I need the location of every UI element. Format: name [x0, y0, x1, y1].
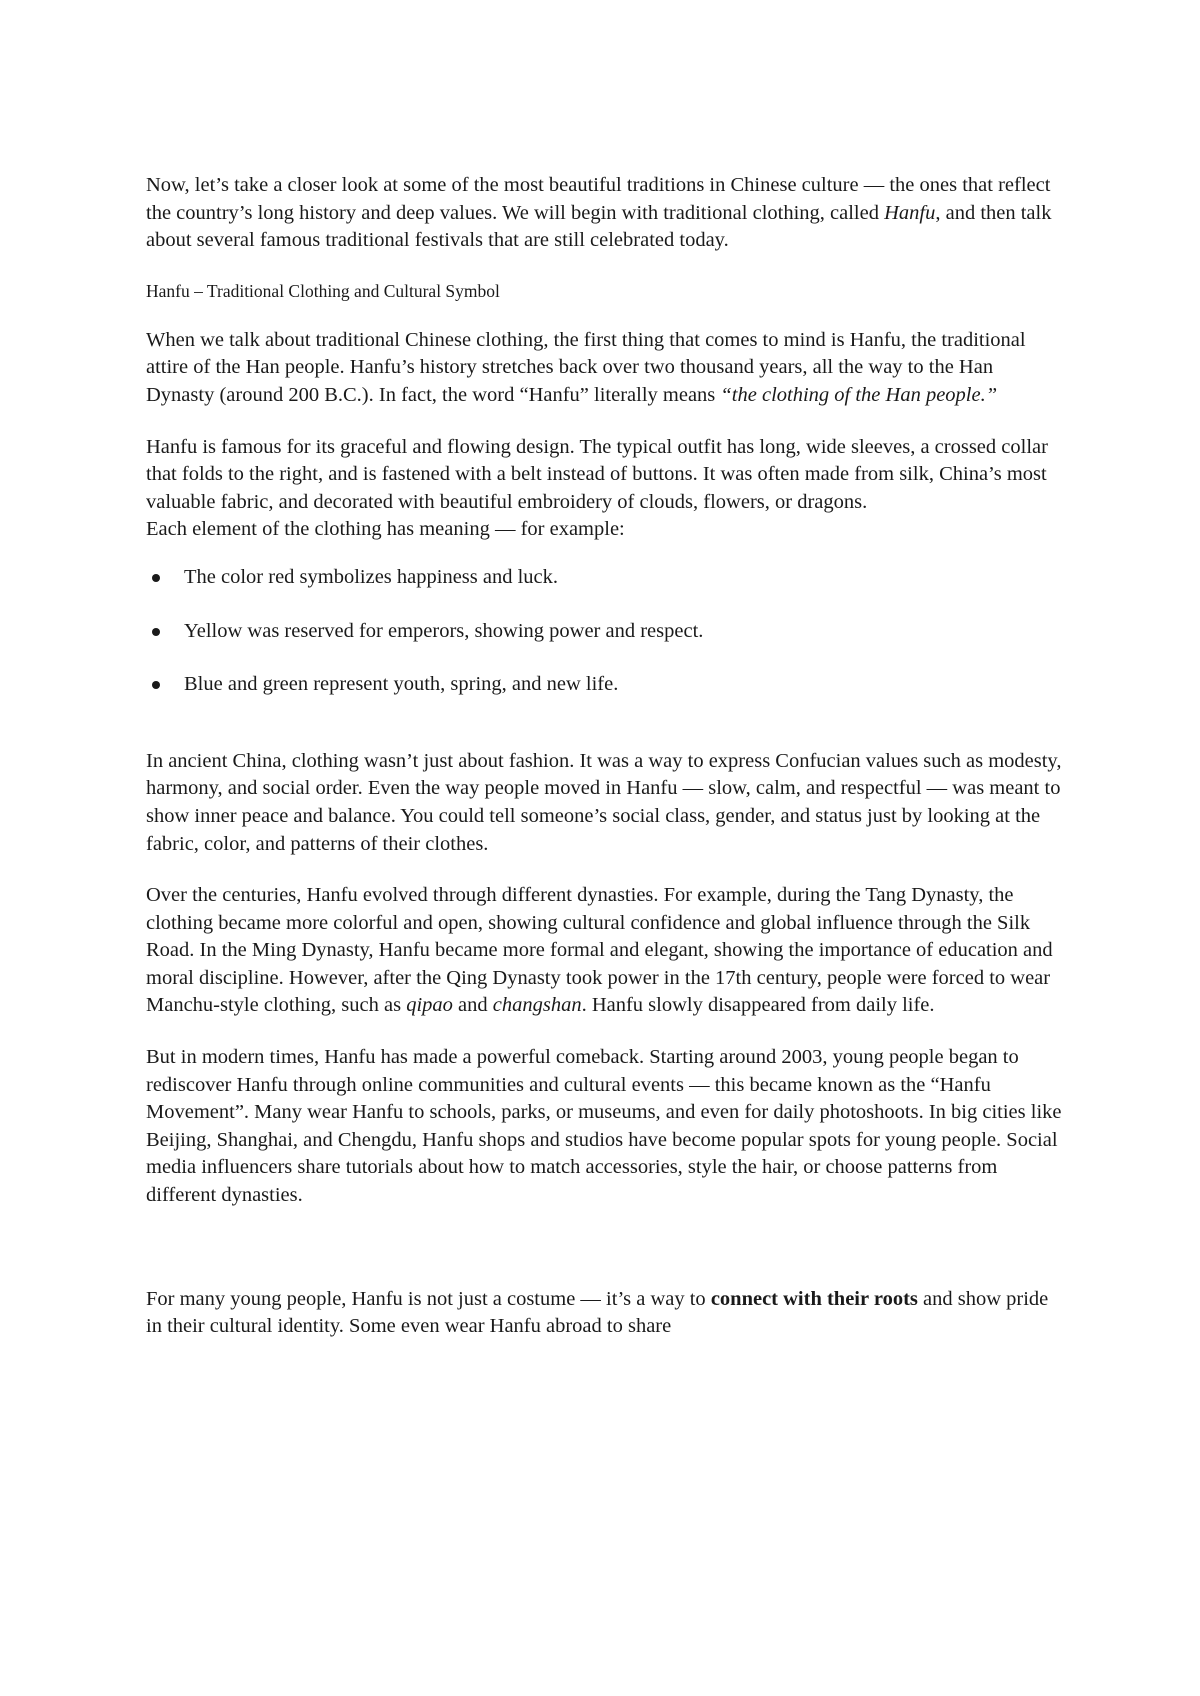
hanfu-meaning-quote: “the clothing of the Han people.” — [720, 383, 998, 406]
hanfu-origin-paragraph — [146, 327, 1066, 410]
term-qipao: qipao — [406, 994, 453, 1017]
centuries-text-end: . Hanfu slowly disappeared from daily life. — [581, 994, 935, 1017]
young-text-end: and show pride in their cultural identity. Some even wear Hanfu abroad to share — [146, 1287, 1049, 1338]
meaning-lead-paragraph: Each element of the clothing has meaning — for example: — [146, 518, 625, 541]
hanfu-design-paragraph: Hanfu is famous for its graceful and flowing design. The typical outfit has long, wide sleeves, a crossed collar that folds to the right, and is fastened with a belt instead of buttons. It was often made from silk, China’s most valuable fabric, and decorated with beautiful embroidery of clouds, flowers, or dragons. — [146, 435, 1048, 513]
term-changshan: changshan — [492, 994, 582, 1017]
section-heading: Hanfu – Traditional Clothing and Cultural Symbol — [146, 280, 500, 301]
bullet-icon — [152, 574, 160, 582]
bullet-icon — [152, 628, 160, 636]
ancient-china-paragraph: In ancient China, clothing wasn’t just about fashion. It was a way to express Confucian values such as modesty, harmony, and social order. Even the way people moved in Hanfu — slow, calm, and respectful — was meant to show inner peace and balance. You could tell someone’s social class, gender, and status just by looking at the fabric, color, and patterns of their clothes. — [146, 749, 1062, 855]
bullet-icon — [152, 681, 160, 689]
connect-roots-emphasis: connect with their roots — [710, 1287, 918, 1310]
color-meaning-list — [146, 564, 1066, 699]
modern-comeback-paragraph: But in modern times, Hanfu has made a powerful comeback. Starting around 2003, young people began to rediscover Hanfu through online communities and cultural events — this became known as the “Hanfu Movement”. Many wear Hanfu to schools, parks, or museums, and even for daily photoshoots. In big cities like Beijing, Shanghai, and Chengdu, Hanfu shops and studios have become popular spots for young people. Social media influencers share tutorials about how to match accessories, style the hair, or choose patterns from different dynasties. — [146, 1046, 1062, 1207]
centuries-text: Over the centuries, Hanfu evolved through different dynasties. For example, during the Tang Dynasty, the clothing became more colorful and open, showing cultural confidence and global influence through the Silk Road. In the Ming Dynasty, Hanfu became more formal and elegant, showing the importance of education and moral discipline. However, after the Qing Dynasty took power in the 17th century, people were forced to wear Manchu-style clothing, such as — [146, 884, 1053, 1017]
young-people-paragraph — [146, 1286, 1066, 1341]
list-item — [112, 671, 1066, 699]
intro-text-end: , and then talk about several famous traditional festivals that are still celebrated today. — [146, 201, 1052, 252]
intro-text: Now, let’s take a closer look at some of the most beautiful traditions in Chinese culture — the ones that reflect the country’s long history and deep values. We will begin with traditional clothing, called — [146, 174, 1051, 224]
list-item-text: The color red symbolizes happiness and luck. — [184, 565, 559, 588]
centuries-conjunction: and — [452, 994, 493, 1017]
hanfu-origin-text: When we talk about traditional Chinese clothing, the first thing that comes to mind is Hanfu, the traditional attire of the Han people. Hanfu’s history stretches back over two thousand years, all the way to the Han Dynasty (around 200 B.C.). In fact, the word “Hanfu” literally means — [146, 328, 1026, 406]
intro-paragraph — [146, 172, 1066, 255]
document-page — [146, 172, 1066, 1341]
list-item-text: Blue and green represent youth, spring, and new life. — [184, 673, 619, 696]
intro-term-hanfu: Hanfu — [884, 201, 936, 224]
young-text: For many young people, Hanfu is not just a costume — it’s a way to — [146, 1287, 711, 1310]
list-item — [112, 564, 1066, 592]
list-item — [112, 618, 1066, 646]
list-item-text: Yellow was reserved for emperors, showing power and respect. — [184, 619, 704, 642]
centuries-paragraph — [146, 882, 1066, 1020]
